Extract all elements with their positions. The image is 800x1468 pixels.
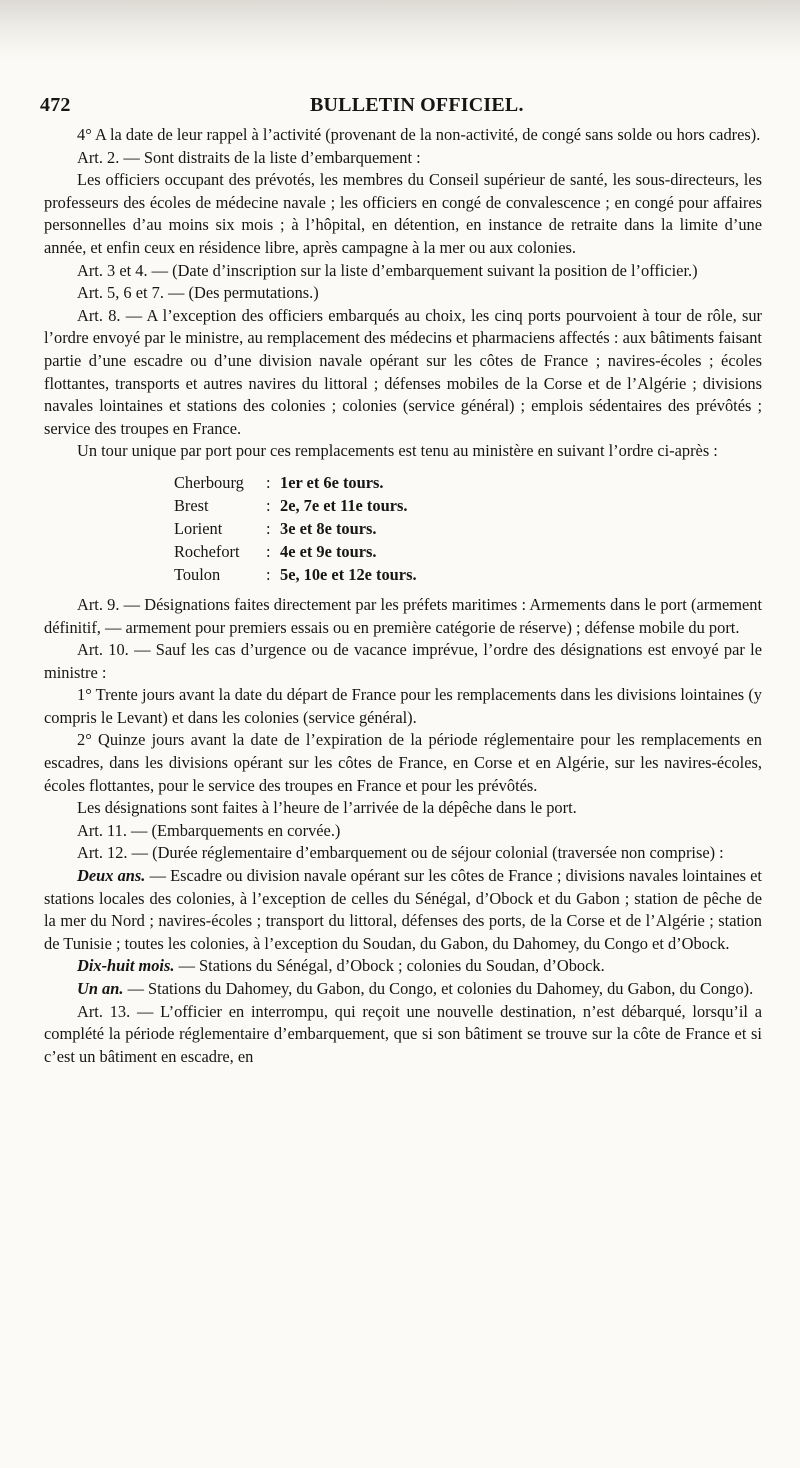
port-city: Lorient	[174, 518, 223, 538]
paragraph: Un tour unique par port pour ces remplacements est tenu au ministère en suivant l’ordre ci-après :	[77, 441, 718, 461]
paragraph: Art. 9. — Désignations faites directement par les préfets maritimes : Armements dans le port (armement définitif, — armement pour premiers essais ou en première catégorie de réserve) ; défense mobile du port.	[44, 594, 762, 637]
page-header	[40, 94, 762, 124]
duration-label: Un an.	[77, 979, 124, 998]
duration-text: — Stations du Dahomey, du Gabon, du Congo, et colonies du Dahomey, du Gabon, du Congo).	[123, 979, 754, 998]
page-title: BULLETIN OFFICIEL.	[310, 94, 524, 116]
paragraph: Les officiers occupant des prévotés, les membres du Conseil supérieur de santé, les sous-directeurs, les professeurs des écoles de médecine navale ; les officiers en congé de convalescence ; en congé pour affaires personnelles d’au moins six mois ; à l’hôpital, en détention, en instance de retraite dans la limite d’une année, et enfin ceux en résidence libre, après campagne à la mer ou aux colonies.	[44, 170, 762, 257]
duration-paragraph	[44, 955, 762, 978]
port-turns: 3e et 8e tours.	[280, 518, 377, 538]
duration-label: Deux ans.	[77, 866, 146, 886]
port-row: Lorient : 3e et 8e tours.	[174, 518, 377, 538]
paragraph: Art. 12. — (Durée réglementaire d’embarquement ou de séjour colonial (traversée non comprise) :	[77, 843, 724, 863]
document-body	[44, 124, 762, 1068]
paragraph: 4° A la date de leur rappel à l’activité (provenant de la non-activité, de congé sans solde ou hors cadres).	[77, 125, 761, 144]
paragraph: Art. 8. — A l’exception des officiers embarqués au choix, les cinq ports pourvoient à tour de rôle, sur l’ordre envoyé par le ministre, au remplacement des médecins et pharmaciens affectés : aux bâtiments faisant partie d’une escadre ou d’une division navale opérant sur les côtes de France ; navires-écoles ; écoles flottantes, transports et autres navires du littoral ; défenses mobiles de la Corse et de l’Algérie ; divisions navales lointaines et stations des colonies ; colonies (service général) ; emplois sédentaires des prévôtés ; service des troupes en France.	[44, 305, 762, 438]
port-row: Cherbourg : 1er et 6e tours.	[174, 472, 384, 492]
document-page	[40, 0, 762, 1068]
port-row: Rochefort : 4e et 9e tours.	[174, 541, 377, 561]
port-row: Brest : 2e, 7e et 11e tours.	[174, 495, 408, 515]
port-city: Cherbourg	[174, 472, 244, 492]
paragraph: Art. 13. — L’officier en interrompu, qui reçoit une nouvelle destination, n’est débarqué, lorsqu’il a complété la période réglementaire d’embarquement, que si son bâtiment se trouve sur la côte de France et si c’est un bâtiment en escadre, en	[44, 1001, 762, 1066]
paragraph: Art. 10. — Sauf les cas d’urgence ou de vacance imprévue, l’ordre des désignations est envoyé par le ministre :	[44, 640, 762, 682]
paragraph: Art. 3 et 4. — (Date d’inscription sur la liste d’embarquement suivant la position de l’officier.)	[77, 260, 698, 280]
page-number: 472	[40, 94, 71, 116]
paragraph: 2° Quinze jours avant la date de l’expiration de la période réglementaire pour les remplacements en escadres, dans les divisions opérant sur les côtes de France, en Corse et en Algérie, sur les navires-écoles, écoles flottantes, pour le service des troupes en France et pour les prévôtés.	[44, 730, 762, 795]
port-turns: 4e et 9e tours.	[280, 541, 377, 561]
port-city: Brest	[174, 495, 209, 515]
port-city: Rochefort	[174, 541, 240, 561]
port-turns: 1er et 6e tours.	[280, 472, 384, 492]
duration-paragraph	[44, 978, 762, 1001]
paragraph: Art. 2. — Sont distraits de la liste d’embarquement :	[77, 147, 421, 167]
duration-text: — Escadre ou division navale opérant sur les côtes de France ; divisions navales lointaines et stations locales des colonies, à l’exception de celles du Sénégal, d’Obock et du Gabon ; station de pêche de la mer du Nord ; navires-écoles ; transport du littoral, défenses des ports, de la Corse et de l’Algérie ; station de Tunisie ; toutes les colonies, à l’exception du Soudan, du Gabon, du Dahomey, du Congo et d’Obock.	[44, 866, 762, 953]
port-turns: 2e, 7e et 11e tours.	[280, 495, 408, 515]
paragraph: Art. 5, 6 et 7. — (Des permutations.)	[77, 283, 319, 303]
port-row: Toulon : 5e, 10e et 12e tours.	[174, 564, 417, 584]
paragraph: 1° Trente jours avant la date du départ de France pour les remplacements dans les divisions lointaines (y compris le Levant) et dans les colonies (service général).	[44, 685, 762, 727]
port-city: Toulon	[174, 564, 221, 584]
paragraph: Art. 11. — (Embarquements en corvée.)	[77, 820, 341, 840]
paragraph: Les désignations sont faites à l’heure de l’arrivée de la dépêche dans le port.	[77, 798, 577, 818]
duration-label: Dix-huit mois.	[77, 956, 175, 976]
duration-text: — Stations du Sénégal, d’Obock ; colonies du Soudan, d’Obock.	[174, 956, 605, 976]
port-turns: 5e, 10e et 12e tours.	[280, 564, 417, 584]
duration-paragraph	[44, 865, 762, 955]
ports-table	[174, 471, 762, 586]
